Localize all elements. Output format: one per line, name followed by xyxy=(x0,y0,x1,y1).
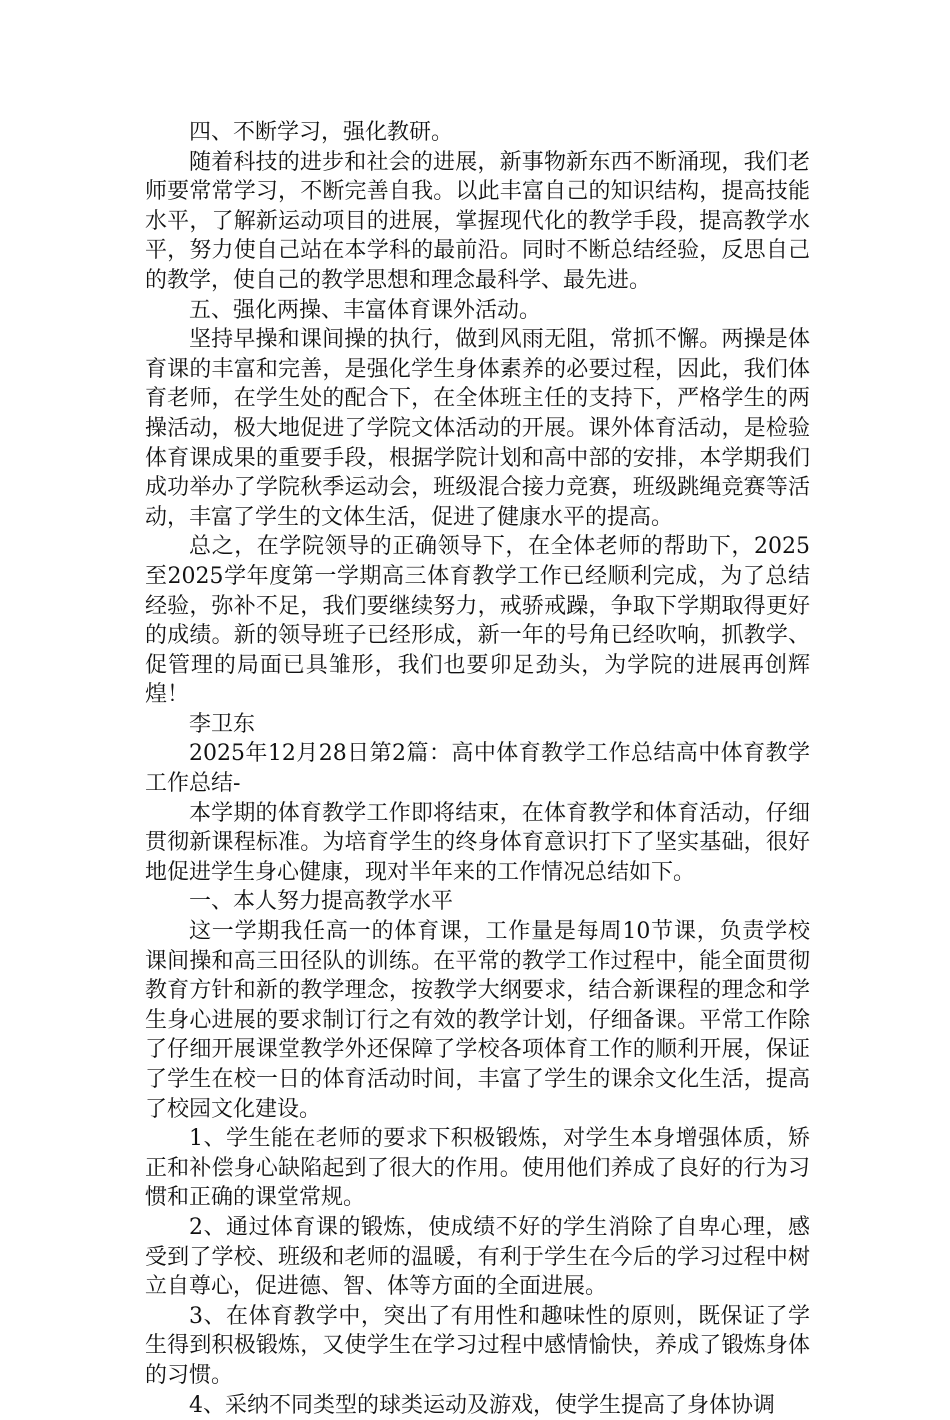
list-item-3: 3、在体育教学中，突出了有用性和趣味性的原则，既保证了学生得到积极锻炼，又使学生在学习过程中感情愉快，养成了锻炼身体的习惯。 xyxy=(145,1303,810,1388)
list-item-1: 1、学生能在老师的要求下积极锻炼，对学生本身增强体质，矫正和补偿身心缺陷起到了很大的作用。使用他们养成了良好的行为习惯和正确的课堂常规。 xyxy=(145,1126,810,1211)
list-item-4: 4、采纳不同类型的球类运动及游戏，使学生提高了身体协调 xyxy=(189,1392,775,1418)
document-body xyxy=(145,118,810,1420)
list-item-2: 2、通过体育课的锻炼，使成绩不好的学生消除了自卑心理，感受到了学校、班级和老师的温暖，有利于学生在今后的学习过程中树立自尊心，促进德、智、体等方面的全面进展。 xyxy=(145,1214,810,1300)
section-heading-1: 一、本人努力提高教学水平 xyxy=(189,889,454,915)
paragraph-intro: 本学期的体育教学工作即将结束，在体育教学和体育活动，仔细贯彻新课程标准。为培育学生的终身体育意识打下了坚实基础，很好地促进学生身心健康，现对半年来的工作情况总结如下。 xyxy=(145,800,810,885)
paragraph-continuous-learning: 随着科技的进步和社会的进展，新事物新东西不断涌现，我们老师要常常学习，不断完善自我。以此丰富自己的知识结构，提高技能水平，了解新运动项目的进展，掌握现代化的教学手段，提高教学水平，努力使自己站在本学科的最前沿。同时不断总结经验，反思自己的教学，使自己的教学思想和理念最科学、最先进。 xyxy=(145,149,810,293)
author-name: 李卫东 xyxy=(189,711,256,737)
paragraph-exercises: 坚持早操和课间操的执行，做到风雨无阻，常抓不懈。两操是体育课的丰富和完善，是强化学生身体素养的必要过程，因此，我们体育老师，在学生处的配合下，在全体班主任的支持下，严格学生的两操活动，极大地促进了学院文体活动的开展。课外体育活动，是检验体育课成果的重要手段，根据学院计划和高中部的安排，本学期我们成功举办了学院秋季运动会，班级混合接力竞赛，班级跳绳竞赛等活动，丰富了学生的文体生活，促进了健康水平的提高。 xyxy=(145,327,810,530)
date-and-article-title: 2025年12月28日第2篇：高中体育教学工作总结高中体育教学工作总结- xyxy=(145,741,810,797)
paragraph-teaching-work: 这一学期我任高一的体育课，工作量是每周10节课，负责学校课间操和高三田径队的训练。在平常的教学工作过程中，能全面贯彻教育方针和新的教学理念，按教学大纲要求，结合新课程的理念和学生身心进展的要求制订行之有效的教学计划，仔细备课。平常工作除了仔细开展课堂教学外还保障了学校各项体育工作的顺利开展，保证了学生在校一日的体育活动时间，丰富了学生的课余文化生活，提高了校园文化建设。 xyxy=(145,919,810,1122)
paragraph-summary: 总之，在学院领导的正确领导下，在全体老师的帮助下，2025至2025学年度第一学期高三体育教学工作已经顺利完成，为了总结经验，弥补不足，我们要继续努力，戒骄戒躁，争取下学期取得更好的成绩。新的领导班子已经形成，新一年的号角已经吹响，抓教学、促管理的局面已具雏形，我们也要卯足劲头，为学院的进展再创辉煌！ xyxy=(145,534,810,708)
section-heading-5: 五、强化两操、丰富体育课外活动。 xyxy=(189,297,542,323)
section-heading-4: 四、不断学习，强化教研。 xyxy=(189,120,454,145)
